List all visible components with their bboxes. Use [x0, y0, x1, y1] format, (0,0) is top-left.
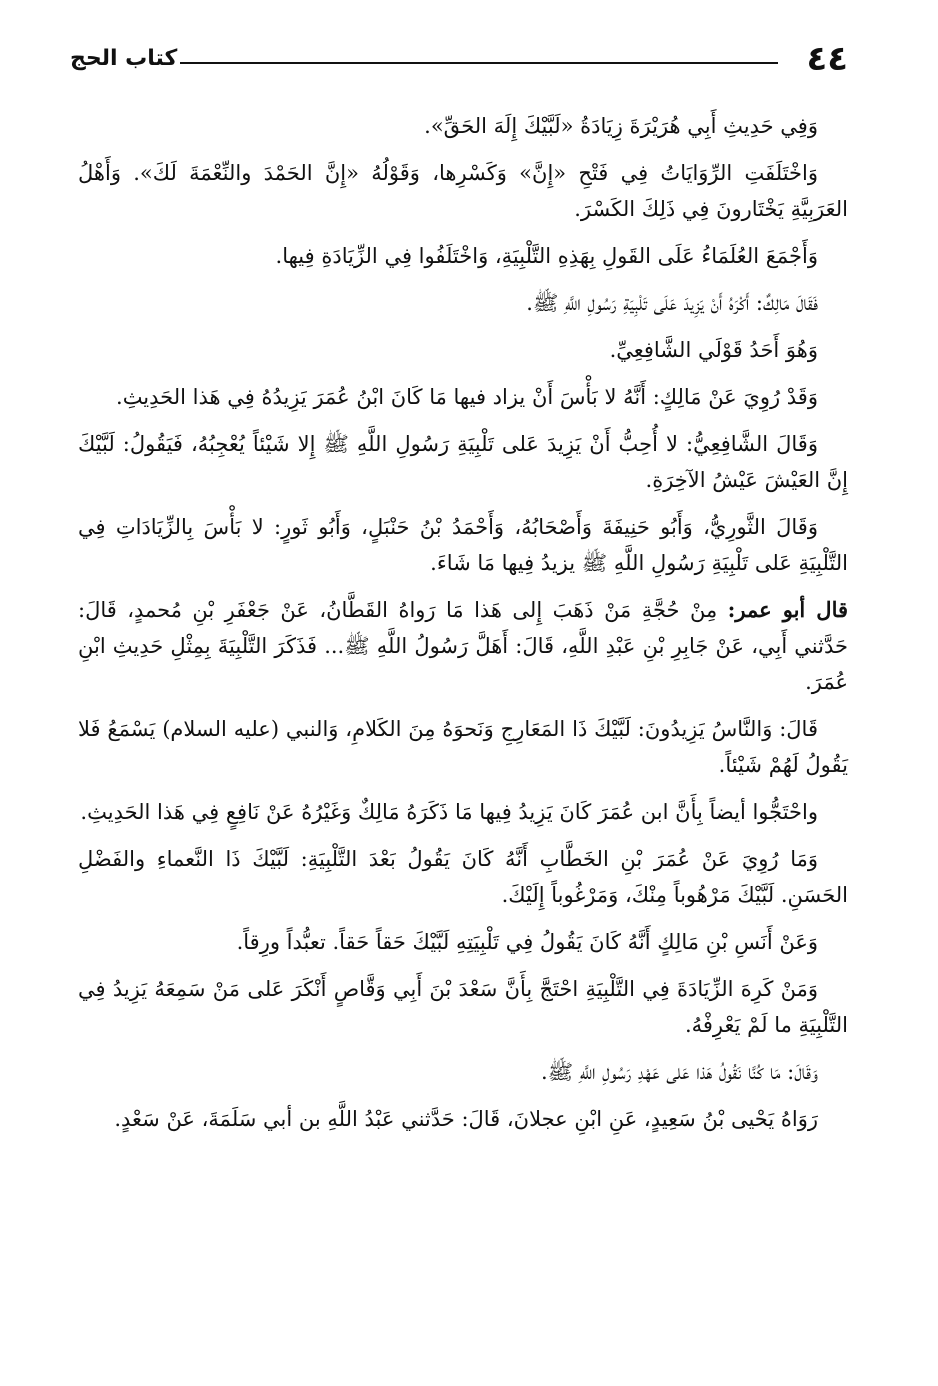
paragraph: وَاخْتَلَفَتِ الرِّوَايَاتُ فِي فَتْحِ «إِنَّ» وَكَسْرِها، وَقَوْلُهُ «إِنَّ الحَمْدَ والنِّعْمَةَ لَكَ». وَأَهْلُ العَرَبِيَّةِ يَخْتَارونَ فِي ذَلِكَ الكَسْرَ. [78, 161, 848, 221]
header-rule [180, 62, 778, 64]
paragraph: وَهُوَ أَحَدُ قَوْلَي الشَّافِعِيِّ. [609, 338, 818, 362]
speaker-label: قال أبو عمر: [727, 597, 849, 622]
paragraph: وَعَنْ أَنَسِ بْنِ مَالِكٍ أَنَّهُ كَانَ يَقُولُ فِي تَلْبِيَتِهِ لَبَّيْكَ حَقاً حَقاً. تعبُّداً ورِقاً. [236, 930, 818, 954]
paragraph: قال أبو عمر: مِنْ حُجَّةِ مَنْ ذَهَبَ إِلى هَذا مَا رَواهُ القَطَّانُ، عَنْ جَعْفَرِ بْنِ مُحمدٍ، قَالَ: حَدَّثني أَبِي، عَنْ جَابِرِ بْنِ عَبْدِ اللَّهِ، قَالَ: أَهَلَّ رَسُولُ اللَّهِ ﷺ... فَذَكَرَ التَّلْبِيَةَ بِمِثْلِ حَدِيثِ ابْنِ عُمَرَ. [78, 597, 849, 694]
paragraph: وَمَا رُوِيَ عَنْ عُمَرَ بْنِ الخَطَّابِ أَنَّهُ كَانَ يَقُولُ بَعْدَ التَّلْبِيَةِ: لَبَّيْكَ ذَا النَّعماءِ والفَضْلِ الحَسَنِ. لَبَّيْكَ مَرْهُوباً مِنْكَ، وَمَرْغُوباً إِلَيْكَ. [78, 847, 848, 907]
paragraph: فَقَالَ مَالِكٌ: أَكْرَهُ أَنْ يَزِيدَ عَلَى تَلْبِيَةِ رَسُولِ اللَّهِ ﷺ. [526, 291, 818, 315]
paragraph: قَالَ: وَالنَّاسُ يَزِيدُونَ: لَبَّيْكَ ذَا المَعَارِجِ وَنَحوَهُ مِنَ الكَلامِ، وَالنبي (عليه السلام) يَسْمَعُ فَلا يَقُولُ لَهُمْ شَيْئاً. [78, 717, 848, 777]
page-body [78, 108, 848, 1148]
paragraph: رَوَاهُ يَحْيى بْنُ سَعِيدٍ، عَنِ ابْنِ عجلانَ، قَالَ: حَدَّثني عَبْدُ اللَّهِ بن أبي سَلَمَةَ، عَنْ سَعْدٍ. [114, 1107, 818, 1131]
paragraph: وَقَالَ الثَّورِيُّ، وَأَبُو حَنِيفَةَ وَأَصْحَابُهُ، وَأَحْمَدُ بْنُ حَنْبَلٍ، وَأَبُو ثَورٍ: لا بَأْسَ بِالزِّيَادَاتِ فِي التَّلْبِيَةِ عَلى تَلْبِيَةِ رَسُولِ اللَّهِ ﷺ يزيدُ فِيها مَا شَاءَ. [78, 515, 848, 575]
paragraph: وَفِي حَدِيثِ أَبِي هُرَيْرَةَ زِيَادَةُ «لَبَّيْكَ إِلَهَ الحَقِّ». [424, 114, 818, 138]
page-header [70, 40, 848, 80]
page-number: ٤٤ [806, 39, 848, 79]
paragraph: وَمَنْ كَرِهَ الزِّيَادَةَ فِي التَّلْبِيَةِ احْتَجَّ بِأَنَّ سَعْدَ بْنَ أَبِي وَقَّاصٍ أَنْكَرَ عَلى مَنْ سَمِعَهُ يَزِيدُ فِي التَّلْبِيَةِ ما لَمْ يَعْرِفْهُ. [78, 977, 848, 1037]
paragraph: وَقَالَ الشَّافِعِيُّ: لا أُحِبُّ أَنْ يَزِيدَ عَلى تَلْبِيَةِ رَسُولِ اللَّهِ ﷺ إِلا شَيْئاً يُعْجِبُهُ، فَيَقُولُ: لَبَّيْكَ إِنَّ العَيْشَ عَيْشُ الآخِرَةِ. [78, 432, 848, 492]
paragraph: واحْتَجُّوا أيضاً بِأَنَّ ابن عُمَرَ كَانَ يَزِيدُ فِيها مَا ذَكَرَهُ مَالِكٌ وَغَيْرُهُ عَنْ نَافِعٍ فِي هَذا الحَدِيثِ. [80, 800, 818, 824]
paragraph: وَأَجْمَعَ العُلَمَاءُ عَلَى القَولِ بِهَذِهِ التَّلْبِيَةِ، وَاخْتَلَفُوا فِي الزِّيَادَةِ فِيها. [275, 244, 818, 268]
chapter-title: كتاب الحج [70, 46, 178, 71]
paragraph: وَقَالَ: مَا كُنَّا نَقُولُ هَذا عَلى عَهْدِ رَسُولِ اللَّهِ ﷺ. [541, 1060, 818, 1084]
paragraph: وَقَدْ رُوِيَ عَنْ مَالِكٍ: أَنَّهُ لا بَأْسَ أَنْ يزاد فيها مَا كَانَ ابْنُ عُمَرَ يَزِيدُهُ فِي هَذا الحَدِيثِ. [116, 385, 818, 409]
